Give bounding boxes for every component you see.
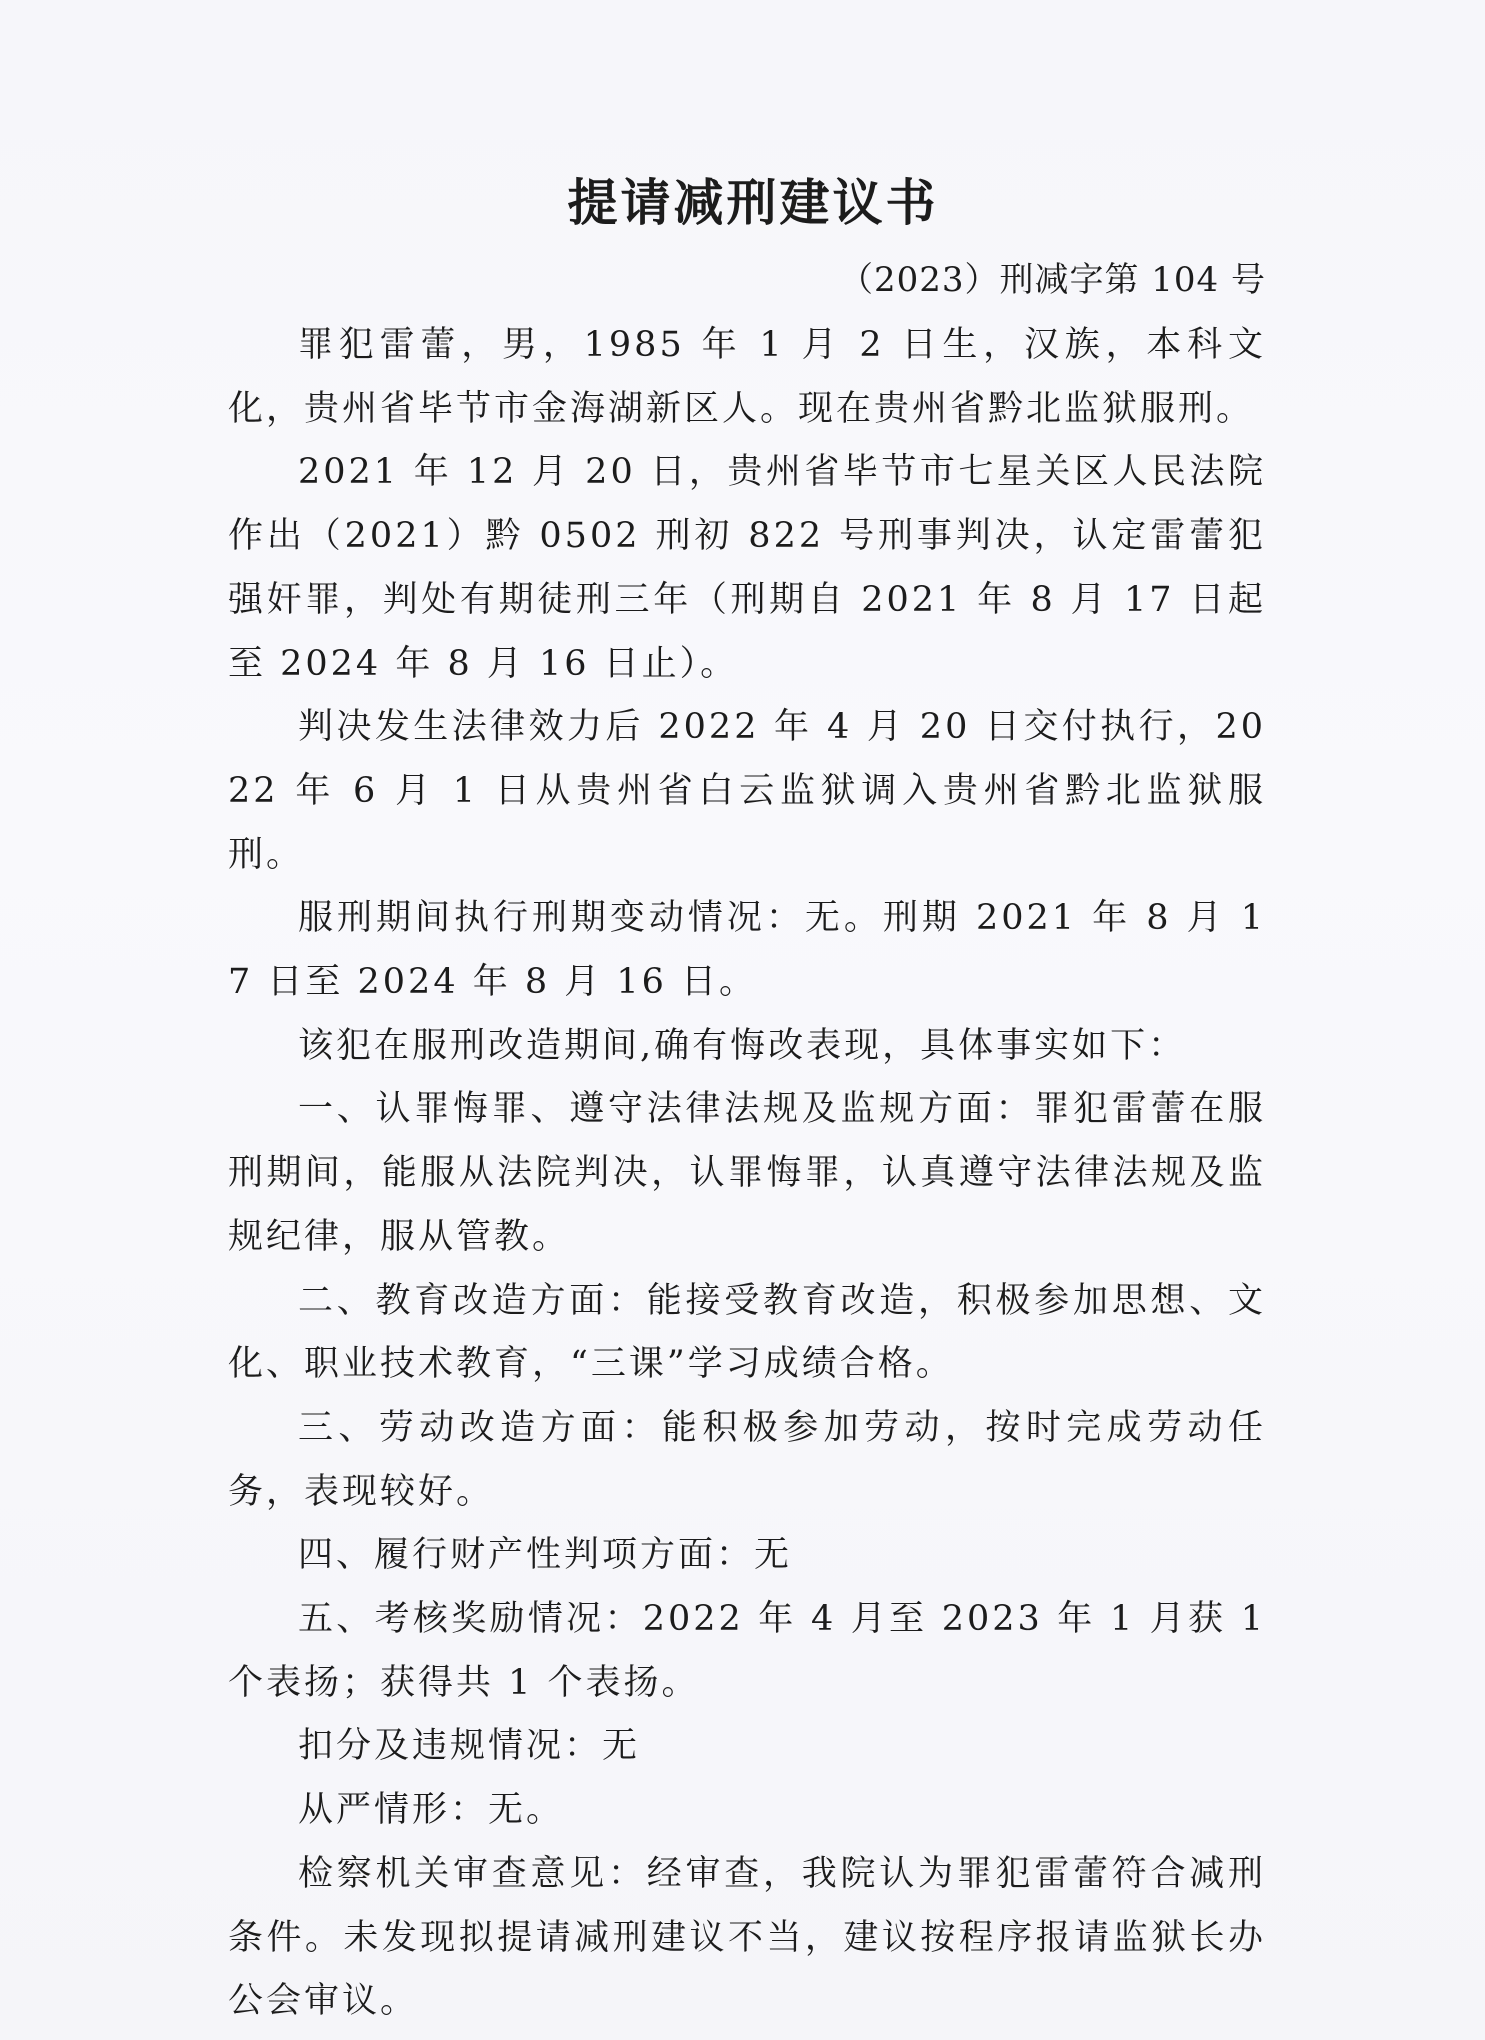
paragraph-labor: 三、劳动改造方面：能积极参加劳动，按时完成劳动任务，表现较好。 — [228, 1407, 1266, 1512]
paragraph-procuratorate-opinion: 检察机关审查意见：经审查，我院认为罪犯雷蕾符合减刑条件。未发现拟提请减刑建议不当，建议按程序报请监狱长办公会审议。 — [228, 1853, 1266, 2022]
paragraph-violations: 扣分及违规情况：无 — [298, 1726, 641, 1767]
document-title: 提请减刑建议书 — [567, 174, 939, 232]
paragraph-defendant-info: 罪犯雷蕾，男，1985 年 1 月 2 日生，汉族，本科文化，贵州省毕节市金海湖新区人。现在贵州省黔北监狱服刑。 — [228, 325, 1266, 429]
document-number: （2023）刑减字第 104 号 — [838, 260, 1266, 300]
paragraph-law-compliance: 一、认罪悔罪、遵守法律法规及监规方面：罪犯雷蕾在服刑期间，能服从法院判决，认罪悔罪，认真遵守法律法规及监规纪律，服从管教。 — [228, 1089, 1266, 1257]
document-body — [228, 158, 1266, 2034]
paragraph-rewards: 五、考核奖励情况：2022 年 4 月至 2023 年 1 月获 1 个表扬；获得共 1 个表扬。 — [228, 1599, 1266, 1703]
paragraph-judgment: 2021 年 12 月 20 日，贵州省毕节市七星关区人民法院作出（2021）黔 0502 刑初 822 号刑事判决，认定雷蕾犯强奸罪，判处有期徒刑三年（刑期自 2021 年 8 月 17 日起至 2024 年 8 月 16 日止）。 — [228, 452, 1266, 684]
paragraph-education: 二、教育改造方面：能接受教育改造，积极参加思想、文化、职业技术教育，“三课”学习成绩合格。 — [228, 1280, 1266, 1385]
paragraph-property: 四、履行财产性判项方面：无 — [298, 1535, 793, 1576]
paragraph-strict-circumstances: 从严情形：无。 — [298, 1790, 565, 1831]
paragraph-term-changes: 服刑期间执行刑期变动情况：无。刑期 2021 年 8 月 17 日至 2024 年 8 月 16 日。 — [228, 898, 1266, 1003]
paragraph-repentance-intro: 该犯在服刑改造期间,确有悔改表现，具体事实如下： — [298, 1025, 1187, 1066]
paragraph-execution: 判决发生法律效力后 2022 年 4 月 20 日交付执行，2022 年 6 月 1 日从贵州省白云监狱调入贵州省黔北监狱服刑。 — [228, 707, 1266, 875]
